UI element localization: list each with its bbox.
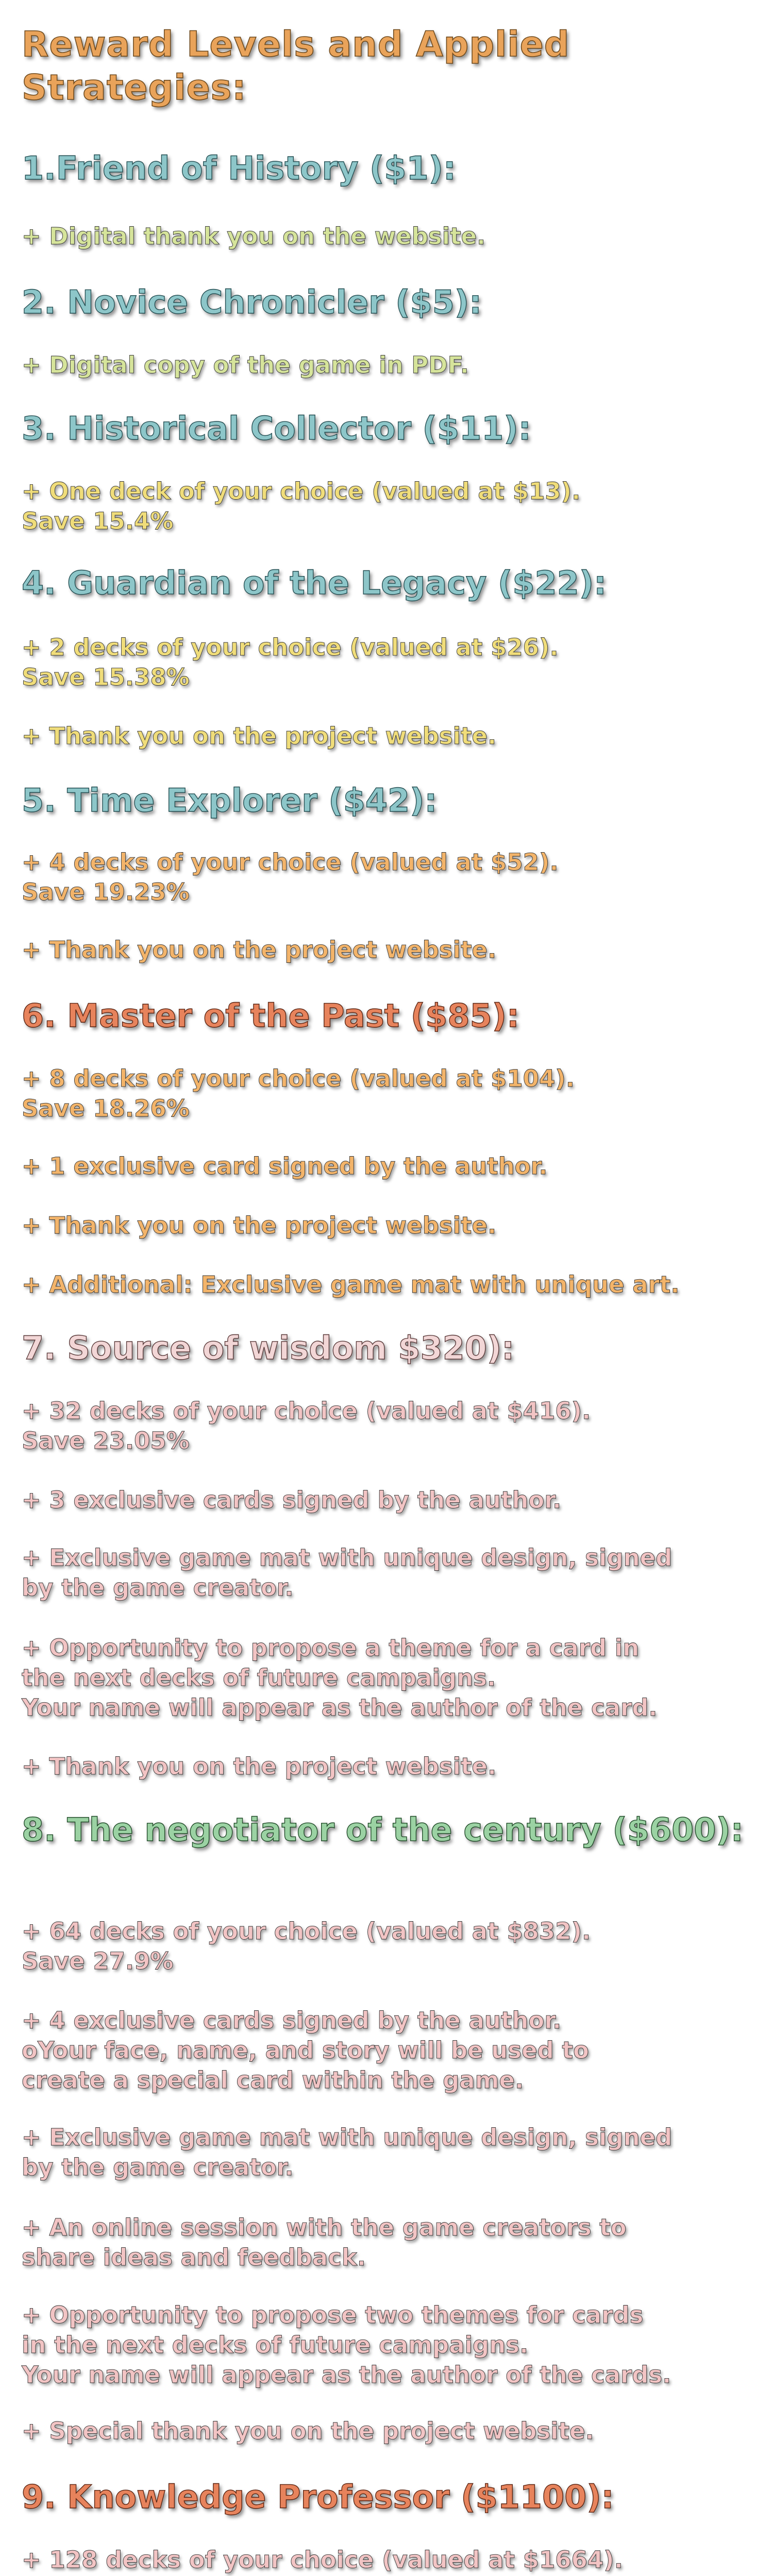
level-8-item-6: + Special thank you on the project website. <box>22 2417 594 2445</box>
level-1-heading: 1.Friend of History ($1): <box>22 149 456 187</box>
level-7-item-3: + Exclusive game mat with unique design, signed by the game creator. <box>22 1544 673 1601</box>
level-8-item-4: + An online session with the game creators to share ideas and feedback. <box>22 2214 627 2271</box>
level-2-item-1: + Digital copy of the game in PDF. <box>22 351 469 379</box>
level-6-item-4: + Additional: Exclusive game mat with unique art. <box>22 1271 680 1298</box>
level-8-item-3: + Exclusive game mat with unique design, signed by the game creator. <box>22 2124 673 2181</box>
level-7-item-5: + Thank you on the project website. <box>22 1753 497 1780</box>
level-8-item-5: + Opportunity to propose two themes for cards in the next decks of future campaigns. Your name will appear as the author of the cards. <box>22 2301 671 2388</box>
level-4-item-1: + 2 decks of your choice (valued at $26). Save 15.38% <box>22 634 559 691</box>
level-9-heading: 9. Knowledge Professor ($1100): <box>22 2478 614 2516</box>
level-6-item-1: + 8 decks of your choice (valued at $104). Save 18.26% <box>22 1065 575 1122</box>
level-7-item-4: + Opportunity to propose a theme for a card in the next decks of future campaigns. Your name will appear as the author of the card. <box>22 1634 658 1721</box>
level-3-item-1: + One deck of your choice (valued at $13). Save 15.4% <box>22 478 581 535</box>
level-7-item-1: + 32 decks of your choice (valued at $416). Save 23.05% <box>22 1397 591 1454</box>
level-7-heading: 7. Source of wisdom $320): <box>22 1329 515 1367</box>
level-6-item-2: + 1 exclusive card signed by the author. <box>22 1153 548 1180</box>
level-5-item-2: + Thank you on the project website. <box>22 936 497 963</box>
level-5-heading: 5. Time Explorer ($42): <box>22 782 438 819</box>
level-7-item-2: + 3 exclusive cards signed by the author. <box>22 1486 562 1514</box>
page-title: Reward Levels and Applied Strategies: <box>22 24 570 108</box>
level-8-item-2: + 4 exclusive cards signed by the author. oYour face, name, and story will be used to create a special card within the game. <box>22 2007 589 2094</box>
level-4-item-2: + Thank you on the project website. <box>22 722 497 750</box>
level-8-heading: 8. The negotiator of the century ($600): <box>22 1811 744 1849</box>
level-1-item-1: + Digital thank you on the website. <box>22 223 486 250</box>
level-3-heading: 3. Historical Collector ($11): <box>22 410 531 447</box>
level-6-heading: 6. Master of the Past ($85): <box>22 997 519 1035</box>
level-4-heading: 4. Guardian of the Legacy ($22): <box>22 564 607 602</box>
level-9-item-1: + 128 decks of your choice (valued at $1664). <box>22 2546 623 2573</box>
level-8-item-1: + 64 decks of your choice (valued at $832). Save 27.9% <box>22 1918 591 1975</box>
level-6-item-3: + Thank you on the project website. <box>22 1212 497 1239</box>
level-5-item-1: + 4 decks of your choice (valued at $52). Save 19.23% <box>22 849 559 906</box>
level-2-heading: 2. Novice Chronicler ($5): <box>22 283 482 321</box>
